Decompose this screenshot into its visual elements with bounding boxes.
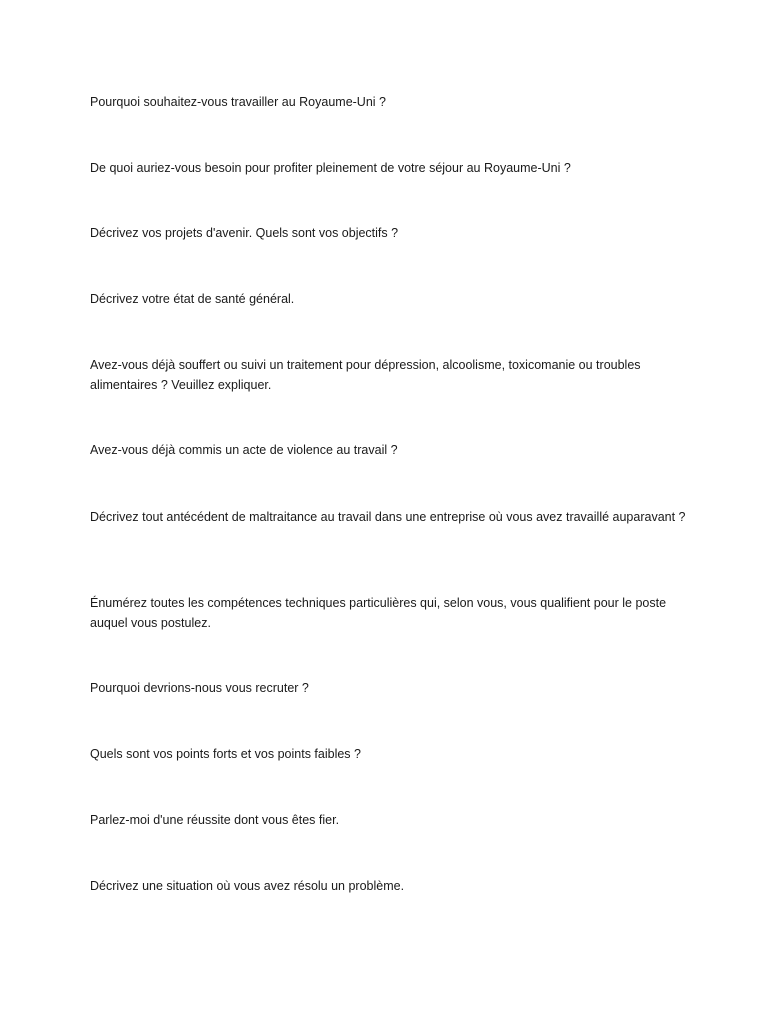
question-11: Parlez-moi d'une réussite dont vous êtes fier.	[90, 813, 340, 827]
question-5: Avez-vous déjà souffert ou suivi un traitement pour dépression, alcoolisme, toxicomanie ou troubles alimentaires ? Veuillez expliquer.	[90, 358, 641, 392]
question-8: Énumérez toutes les compétences techniques particulières qui, selon vous, vous qualifient pour le poste auquel vous postulez.	[90, 596, 667, 630]
question-7: Décrivez tout antécédent de maltraitance au travail dans une entreprise où vous avez travaillé auparavant ?	[90, 510, 686, 524]
question-9: Pourquoi devrions-nous vous recruter ?	[90, 681, 309, 695]
question-6: Avez-vous déjà commis un acte de violence au travail ?	[90, 443, 398, 457]
question-10: Quels sont vos points forts et vos points faibles ?	[90, 747, 361, 761]
question-3: Décrivez vos projets d'avenir. Quels sont vos objectifs ?	[90, 226, 399, 240]
question-1: Pourquoi souhaitez-vous travailler au Royaume-Uni ?	[90, 95, 386, 109]
question-4: Décrivez votre état de santé général.	[90, 292, 295, 306]
question-2: De quoi auriez-vous besoin pour profiter pleinement de votre séjour au Royaume-Uni ?	[90, 161, 571, 175]
question-12: Décrivez une situation où vous avez résolu un problème.	[90, 879, 405, 893]
